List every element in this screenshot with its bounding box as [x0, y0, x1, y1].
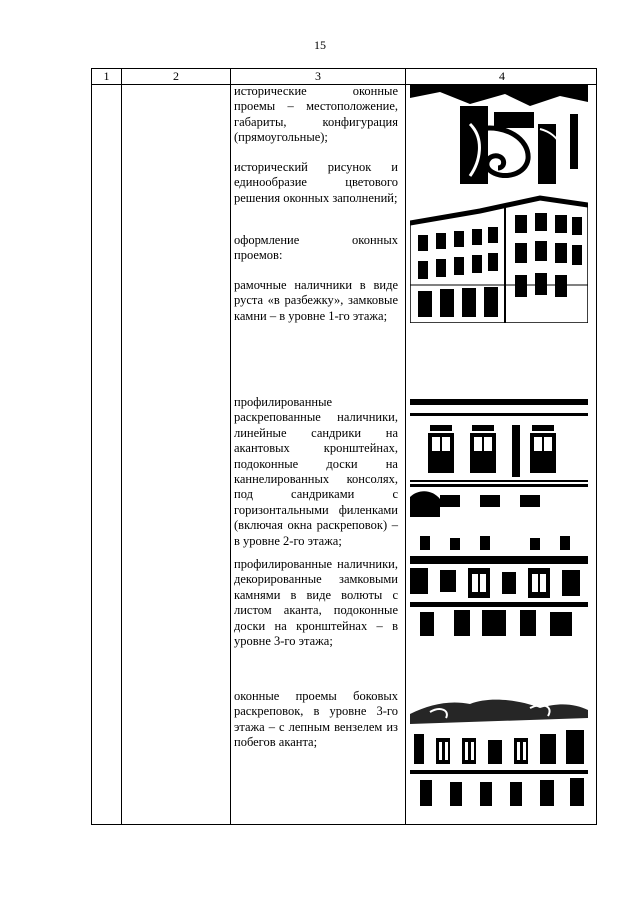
row-text-third-floor: профилированные наличники, декорированные замковыми камнями в виде волюты с листом аканта, подоконные доски на кронштейнах – в уровне 3-го этажа;: [234, 557, 398, 649]
side-risalit-windows-photo: [410, 694, 588, 806]
corner-building-facade-photo: [410, 193, 588, 323]
row-text-window-openings: исторические оконные проемы – местоположение, габариты, конфигурация (прямоугольные);: [234, 84, 398, 145]
row-text-side-risalit: оконные проемы боковых раскреповок, в уровне 3-го этажа – с лепным вензелем из побегов аканта;: [234, 689, 398, 750]
column-divider: [230, 69, 231, 824]
facade-bracket-detail-photo: [410, 84, 588, 184]
row-text-first-floor: рамочные наличники в виде руста «в разбежку», замковые камни – в уровне 1-го этажа;: [234, 278, 398, 323]
column-divider: [405, 69, 406, 824]
column-header-1: 1: [103, 69, 110, 83]
second-floor-windows-photo: [410, 399, 588, 517]
column-header-2: 2: [173, 69, 179, 83]
row-text-second-floor: профилированные раскрепованные наличники, линейные сандрики на акантовых кронштейнах, подоконные доски на каннелированных консолях, под сандриками с горизонтальными филенками (включая окна раскреповок) – в уровне 2-го этажа;: [234, 395, 398, 548]
third-floor-windows-photo: [410, 532, 588, 636]
row-text-window-fillings: исторический рисунок и единообразие цветового решения оконных заполнений;: [234, 160, 398, 205]
page-number: 15: [314, 38, 326, 52]
row-text-window-decoration: оформление оконных проемов:: [234, 233, 398, 263]
column-divider: [121, 69, 122, 824]
column-header-4: 4: [499, 69, 505, 83]
column-header-3: 3: [315, 69, 321, 83]
